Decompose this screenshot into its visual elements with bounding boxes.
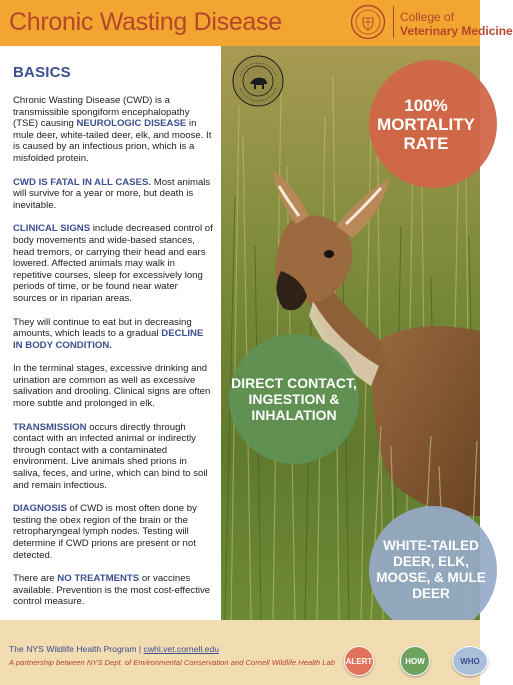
wildlife-restoration-badge-icon <box>231 54 285 108</box>
page-title: Chronic Wasting Disease <box>9 8 282 36</box>
paragraph-overview <box>13 95 213 165</box>
program-name: The NYS Wildlife Health Program <box>9 644 137 654</box>
website-link[interactable]: cwhl.vet.cornell.edu <box>143 644 220 654</box>
paragraph-clinical-signs <box>13 223 213 304</box>
highlight-text: NEUROLOGIC DISEASE <box>76 118 187 130</box>
highlight-text: DECLINE IN BODY CONDITION. <box>13 328 204 351</box>
text: There are <box>13 573 58 585</box>
section-heading: BASICS <box>13 64 71 81</box>
how-nav-button[interactable]: HOW <box>400 646 430 676</box>
college-name-line2: Veterinary Medicine <box>400 24 513 38</box>
header-bar <box>0 0 513 46</box>
text: In the terminal stages, excessive drinking and urination are common as well as excessive salivation and drooling. Clinical signs are often more subtle and prolonged in elk. <box>13 363 211 410</box>
alert-nav-button[interactable]: ALERT <box>344 646 374 676</box>
text: in mule deer, white-tailed deer, elk, and moose. It is caused by an infectious prion, which is a misfolded protein. <box>13 118 212 164</box>
affected-species-bubble: WHITE-TAILED DEER, ELK, MOOSE, & MULE DEER <box>369 506 497 634</box>
cornell-seal-icon <box>350 4 386 40</box>
deer-photo <box>221 46 486 620</box>
highlight-text: CLINICAL SIGNS <box>13 223 91 235</box>
paragraph-transmission <box>13 422 213 492</box>
highlight-text: DIAGNOSIS <box>13 503 67 515</box>
text: Most animals will survive for a year or more, but death is inevitable. <box>13 176 211 211</box>
college-logo[interactable] <box>350 0 513 46</box>
highlight-text: TRANSMISSION <box>13 421 87 433</box>
footer-partnership-line: A partnership between NYS Dept. of Environmental Conservation and Cornell Wildlife Health Lab <box>9 658 335 667</box>
paragraph-diagnosis <box>13 503 213 561</box>
paragraph-treatment <box>13 573 213 608</box>
transmission-route-bubble: DIRECT CONTACT, INGESTION & INHALATION <box>229 334 359 464</box>
text: They will continue to eat but in decreasing amounts, which leads to a gradual <box>13 316 192 340</box>
paragraph-terminal-stages <box>13 363 213 409</box>
text: or vaccines available. Prevention is the most cost-effective control measure. <box>13 573 211 608</box>
paragraph-body-condition <box>13 317 213 352</box>
text: of CWD is most often done by testing the obex region of the brain or the retropharyngeal lymph nodes. Testing will determine if CWD prions are present or not detected. <box>13 503 197 561</box>
basics-text-column <box>0 46 221 620</box>
footer-program-line <box>9 644 219 654</box>
text: Chronic Wasting Disease (CWD) is a transmissible spongiform encephalopathy (TSE) causing <box>13 95 190 130</box>
highlight-text: NO TREATMENTS <box>57 573 140 585</box>
who-nav-button[interactable]: WHO <box>452 646 488 676</box>
text: include decreased control of body movements and wide-based stances, head tremors, or carrying their head and ears lowered. Affected animals may walk in repetitive courses, sleep for excessively long periods of time, or be found near water sources or in riparian areas. <box>13 223 213 304</box>
mortality-rate-bubble: 100% MORTALITY RATE <box>369 60 497 188</box>
paragraph-fatal <box>13 177 213 212</box>
logo-divider <box>393 6 394 38</box>
highlight-text: CWD IS FATAL IN ALL CASES. <box>13 176 152 188</box>
college-name-line1: College of <box>400 10 455 24</box>
text: occurs directly through contact with an infected animal or indirectly through contact with a contaminated environment. Live animals shed prions in saliva, feces, and urine, which can bind to soil and remain infectious. <box>13 421 208 491</box>
separator: | <box>136 644 144 654</box>
footer-bar <box>0 620 480 685</box>
